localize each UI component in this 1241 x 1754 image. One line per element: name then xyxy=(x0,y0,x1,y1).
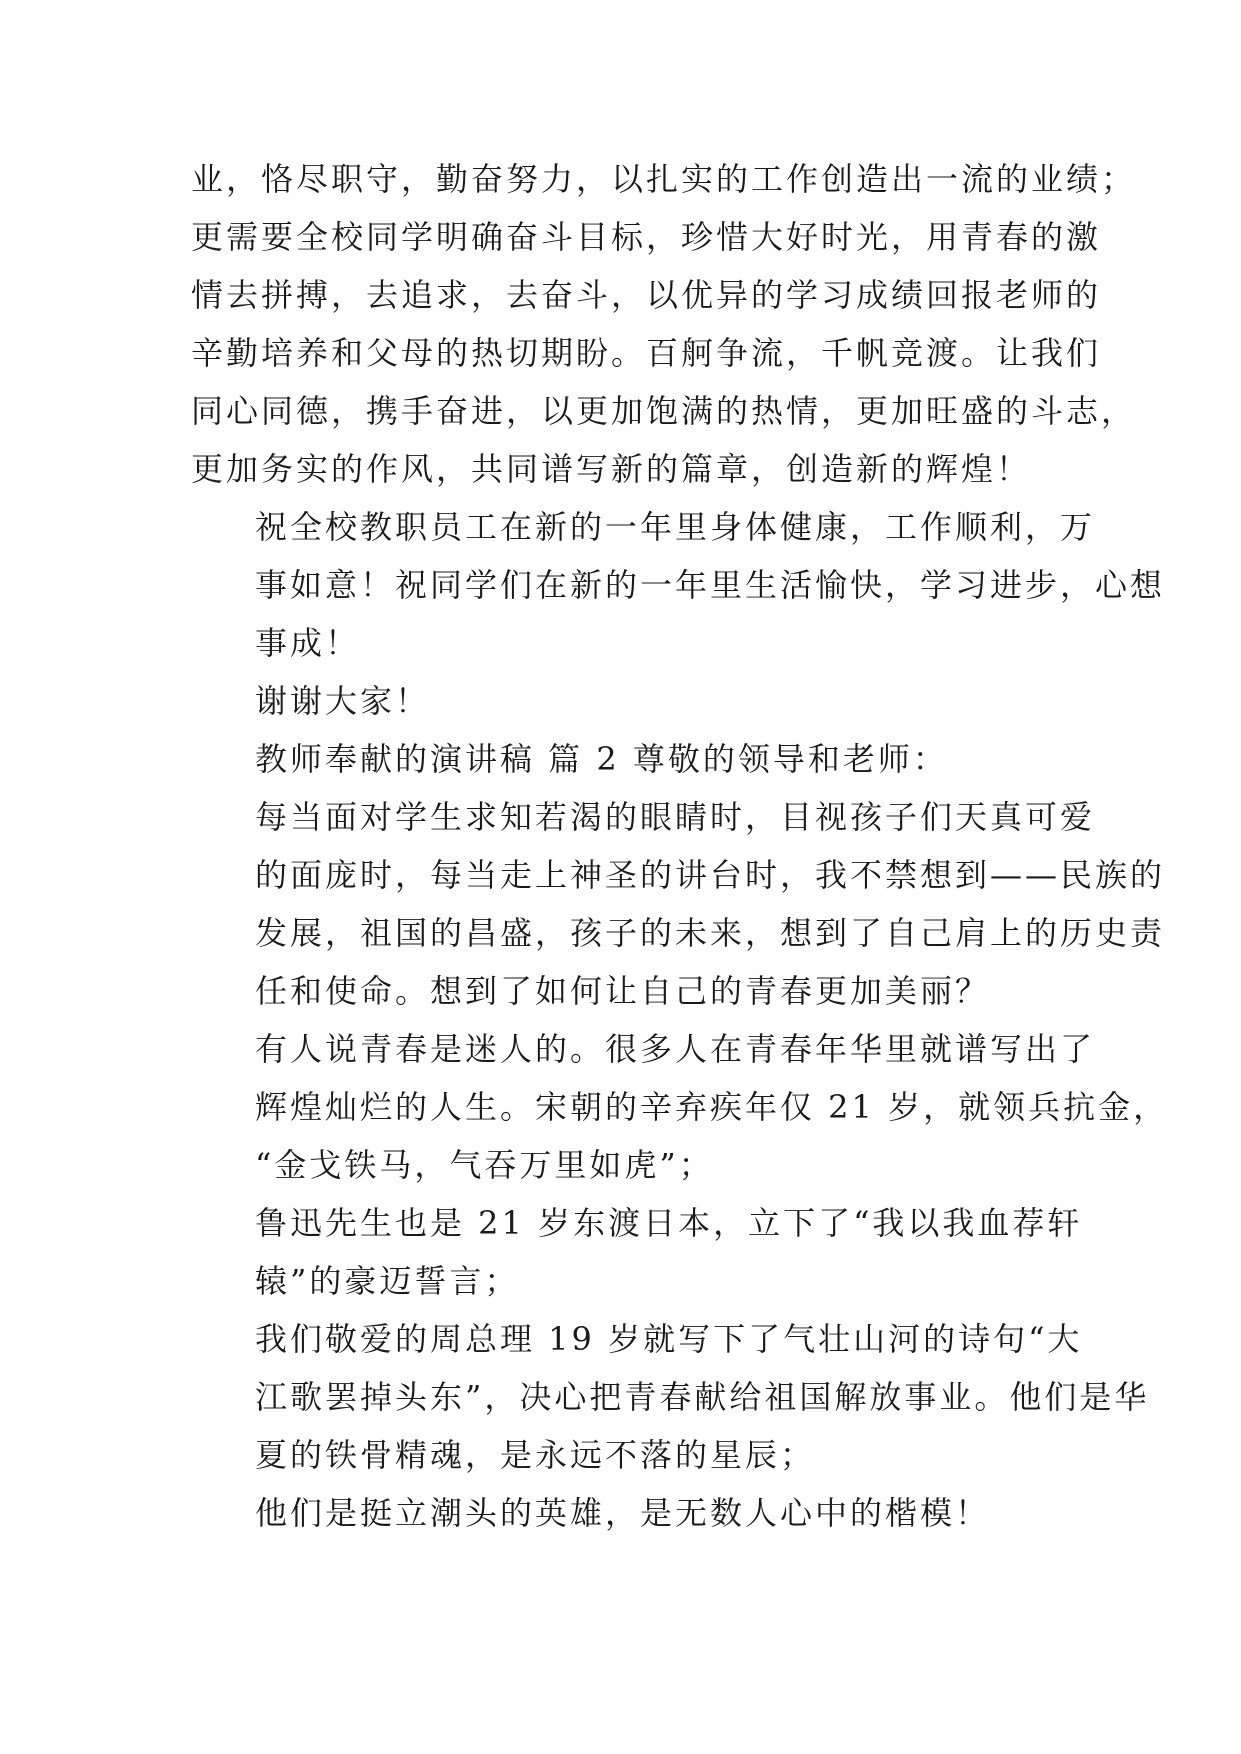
text-line: 他们是挺立潮头的英雄，是无数人心中的楷模！ xyxy=(255,1494,991,1532)
text-line: 发展，祖国的昌盛，孩子的未来，想到了自己肩上的历史责 xyxy=(255,914,1166,952)
text-line: 事如意！祝同学们在新的一年里生活愉快，学习进步，心想 xyxy=(255,566,1166,604)
text-line: 辛勤培养和父母的热切期盼。百舸争流，千帆竞渡。让我们 xyxy=(191,334,1102,372)
text-line: 每当面对学生求知若渴的眼睛时，目视孩子们天真可爱 xyxy=(255,798,1096,836)
text-line: 事成！ xyxy=(255,624,361,662)
text-line: 夏的铁骨精魂，是永远不落的星辰； xyxy=(255,1436,816,1474)
paragraph xyxy=(191,498,1166,672)
text-line: 江歌罢掉头东”，决心把青春献给祖国解放事业。他们是华 xyxy=(255,1378,1150,1416)
text-line: 情去拼搏，去追求，去奋斗，以优异的学习成绩回报老师的 xyxy=(191,276,1102,314)
text-line: “金戈铁马，气吞万里如虎”； xyxy=(255,1146,714,1184)
paragraph xyxy=(191,730,1055,788)
text-line: 教师奉献的演讲稿 篇 2 尊敬的领导和老师： xyxy=(255,740,948,778)
paragraph xyxy=(191,1020,1169,1194)
text-line: 任和使命。想到了如何让自己的青春更加美丽？ xyxy=(255,972,991,1010)
text-line: 业，恪尽职守，勤奋努力，以扎实的工作创造出一流的业绩； xyxy=(191,160,1137,198)
text-line: 更需要全校同学明确奋斗目标，珍惜大好时光，用青春的激 xyxy=(191,218,1102,256)
paragraph xyxy=(191,672,1055,730)
paragraph xyxy=(191,788,1166,1020)
text-line: 有人说青春是迷人的。很多人在青春年华里就谱写出了 xyxy=(255,1030,1096,1068)
paragraph xyxy=(191,150,1137,498)
text-line: 辉煌灿烂的人生。宋朝的辛弃疾年仅 21 岁，就领兵抗金， xyxy=(255,1088,1169,1126)
text-line: 的面庞时，每当走上神圣的讲台时，我不禁想到——民族的 xyxy=(255,856,1166,894)
text-line: 我们敬爱的周总理 19 岁就写下了气壮山河的诗句“大 xyxy=(255,1320,1083,1358)
paragraph xyxy=(191,1310,1150,1484)
text-line: 祝全校教职员工在新的一年里身体健康，工作顺利，万 xyxy=(255,508,1096,546)
paragraph xyxy=(191,1484,1055,1542)
document-body xyxy=(191,150,1169,1542)
paragraph xyxy=(191,1194,1083,1310)
text-line: 同心同德，携手奋进，以更加饱满的热情，更加旺盛的斗志， xyxy=(191,392,1137,430)
text-line: 谢谢大家！ xyxy=(255,682,431,720)
text-line: 辕”的豪迈誓言； xyxy=(255,1262,520,1300)
text-line: 鲁迅先生也是 21 岁东渡日本，立下了“我以我血荐轩 xyxy=(255,1204,1083,1242)
text-line: 更加务实的作风，共同谱写新的篇章，创造新的辉煌！ xyxy=(191,450,1032,488)
